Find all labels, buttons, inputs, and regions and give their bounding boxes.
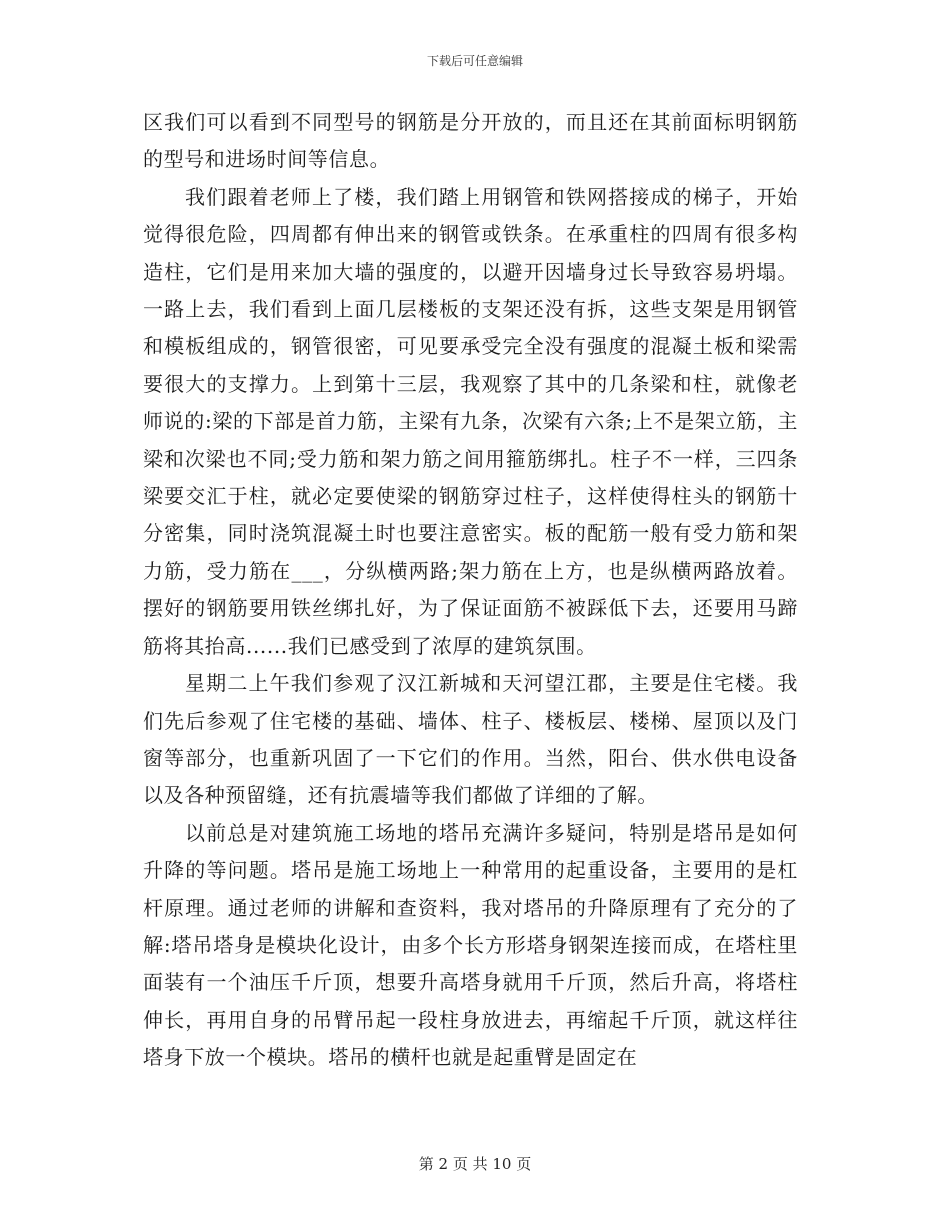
page-header: 下载后可任意编辑 (426, 54, 523, 68)
document-body (143, 104, 798, 1077)
paragraph-tower-crane: 以前总是对建筑施工场地的塔吊充满许多疑问，特别是塔吊是如何升降的等问题。塔吊是施工场地上一种常用的起重设备，主要用的是杠杆原理。通过老师的讲解和查资料，我对塔吊的升降原理有了充分的了解:塔吊塔身是模块化设计，由多个长方形塔身钢架连接而成，在塔柱里面装有一个油压千斤顶，想要升高塔身就用千斤顶，然后升高，将塔柱伸长，再用自身的吊臂吊起一段柱身放进去，再缩起千斤顶，就这样往塔身下放一个模块。塔吊的横杆也就是起重臂是固定在 (143, 820, 798, 1070)
paragraph-residential-tour: 星期二上午我们参观了汉江新城和天河望江郡，主要是住宅楼。我们先后参观了住宅楼的基础、墙体、柱子、楼板层、楼梯、屋顶以及门窗等部分，也重新巩固了一下它们的作用。当然，阳台、供水供电设备以及各种预留缝，还有抗震墙等我们都做了详细的了解。 (143, 671, 798, 808)
page-number: 第 2 页 共 10 页 (418, 1155, 532, 1173)
paragraph-site-visit: 我们跟着老师上了楼，我们踏上用钢管和铁网搭接成的梯子，开始觉得很危险，四周都有伸出来的钢管或铁条。在承重柱的四周有很多构造柱，它们是用来加大墙的强度的，以避开因墙身过长导致容易坍塌。一路上去，我们看到上面几层楼板的支架还没有拆，这些支架是用钢管和模板组成的，钢管很密，可见要承受完全没有强度的混凝土板和梁需要很大的支撑力。上到第十三层，我观察了其中的几条梁和柱，就像老师说的:梁的下部是首力筋，主梁有九条，次梁有六条;上不是架立筋，主梁和次梁也不同;受力筋和架力筋之间用箍筋绑扎。柱子不一样，三四条梁要交汇于柱，就必定要使梁的钢筋穿过柱子，这样使得柱头的钢筋十分密集，同时浇筑混凝土时也要注意密实。板的配筋一般有受力筋和架力筋，受力筋在___，分纵横两路;架力筋在上方，也是纵横两路放着。摆好的钢筋要用铁丝绑扎好，为了保证面筋不被踩低下去，还要用马蹄筋将其抬高......我们已感受到了浓厚的建筑氛围。 (143, 184, 798, 658)
paragraph-continuation: 区我们可以看到不同型号的钢筋是分开放的，而且还在其前面标明钢筋的型号和进场时间等信息。 (143, 110, 798, 172)
